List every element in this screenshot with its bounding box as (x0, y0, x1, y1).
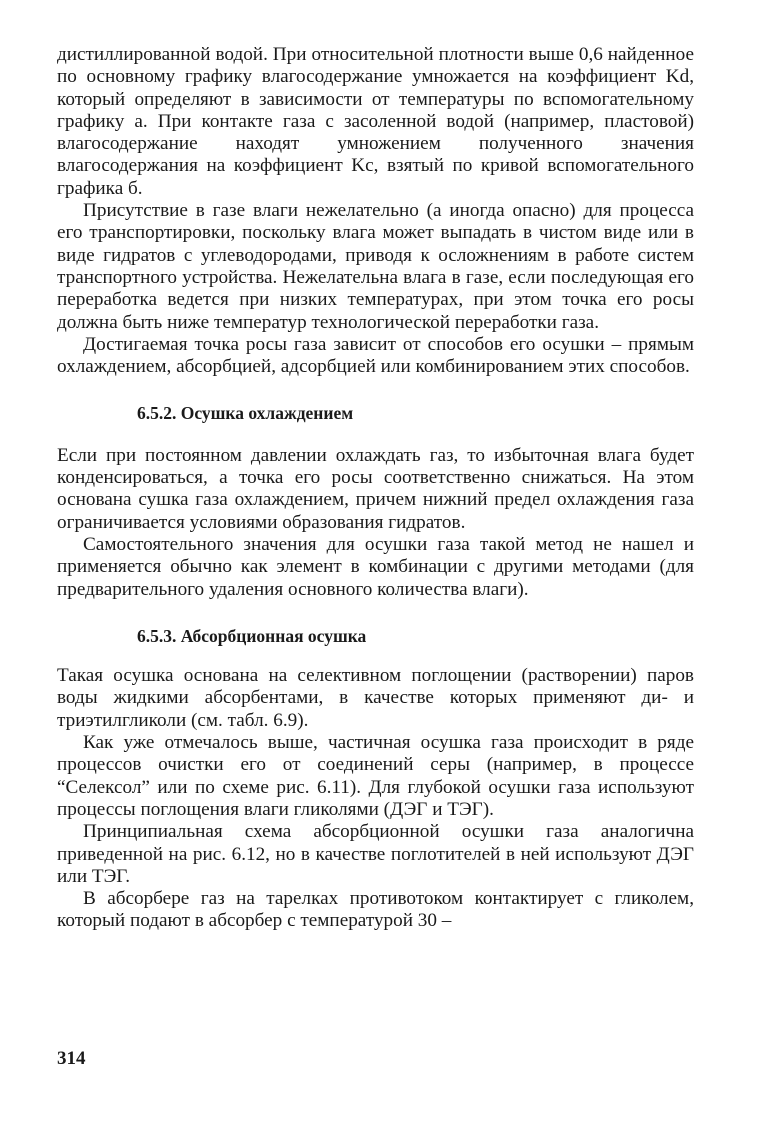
page-body (57, 44, 694, 933)
section-heading: 6.5.2. Осушка охлаждением (137, 403, 354, 424)
paragraph: В абсорбере газ на тарелках противотоком контактирует с гликолем, который подают в абсорбер с температурой 30 – (57, 888, 694, 932)
paragraph: Присутствие в газе влаги нежелательно (а иногда опасно) для процесса его транспортировки, поскольку влага может выпадать в чистом виде или в виде гидратов с углеводородами, приводя к осложнениям в работе систем транспортного устройства. Нежелательна влага в газе, если последующая его переработка ведется при низких температурах, при этом точка его росы должна быть ниже температур технологической переработки газа. (57, 200, 694, 333)
paragraph: Как уже отмечалось выше, частичная осушка газа происходит в ряде процессов очистки его от соединений серы (например, в процессе “Селексол” или по схеме рис. 6.11). Для глубокой осушки газа используют процессы поглощения влаги гликолями (ДЭГ и ТЭГ). (57, 732, 694, 820)
paragraph: дистиллированной водой. При относительной плотности выше 0,6 найденное по основному графику влагосодержание умножается на коэффициент Kd, который определяют в зависимости от температуры по вспомогательному графику а. При контакте газа с засоленной водой (например, пластовой) влагосодержание находят умножением полученного значения влагосодержания на коэффициент Kc, взятый по кривой вспомогательного графика б. (57, 44, 694, 199)
paragraph: Такая осушка основана на селективном поглощении (растворении) паров воды жидкими абсорбентами, в качестве которых применяют ди- и триэтилгликоли (см. табл. 6.9). (57, 665, 694, 731)
paragraph: Достигаемая точка росы газа зависит от способов его осушки – прямым охлаждением, абсорбцией, адсорбцией или комбинированием этих способов. (57, 333, 694, 378)
paragraph: Принципиальная схема абсорбционной осушки газа аналогична приведенной на рис. 6.12, но в качестве поглотителей в ней используют ДЭГ или ТЭГ. (57, 821, 694, 887)
paragraph: Самостоятельного значения для осушки газа такой метод не нашел и применяется обычно как элемент в комбинации с другими методами (для предварительного удаления основного количества влаги). (57, 533, 694, 600)
page-number: 314 (57, 1048, 86, 1069)
section-heading: 6.5.3. Абсорбционная осушка (137, 625, 367, 646)
paragraph: Если при постоянном давлении охлаждать газ, то избыточная влага будет конденсироваться, а точка его росы соответственно снижаться. На этом основана сушка газа охлаждением, причем нижний предел охлаждения газа ограничивается условиями образования гидратов. (57, 444, 694, 533)
